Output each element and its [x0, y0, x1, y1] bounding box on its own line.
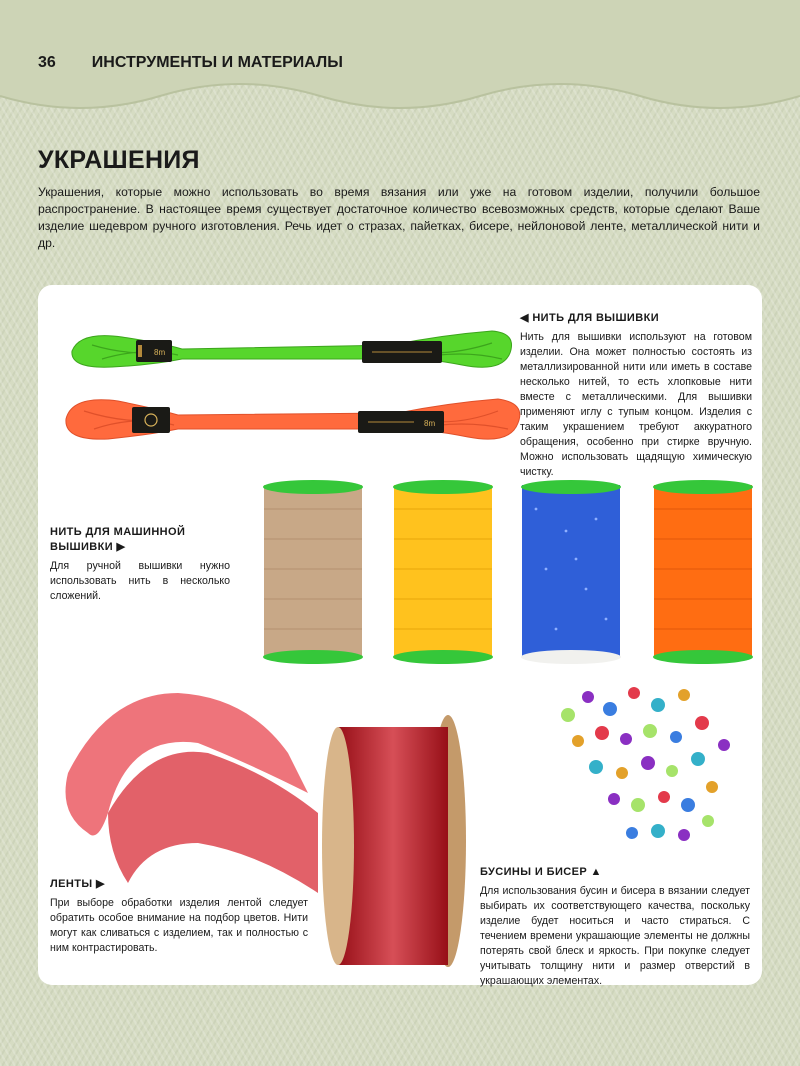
beige-thread-spool	[258, 479, 368, 665]
orange-embroidery-skein	[58, 389, 528, 453]
machine-thread-title: НИТЬ ДЛЯ МАШИННОЙ ВЫШИВКИ ▶	[50, 526, 186, 553]
green-band-label: 8m	[154, 348, 166, 357]
page-number: 36	[38, 54, 56, 71]
machine-thread-caption	[50, 525, 230, 604]
section-title: УКРАШЕНИЯ	[38, 146, 200, 174]
beads-pile	[538, 675, 748, 865]
yellow-thread-spool	[388, 479, 498, 665]
running-title: ИНСТРУМЕНТЫ И МАТЕРИАЛЫ	[91, 54, 343, 71]
beads-title: БУСИНЫ И БИСЕР ▲	[480, 866, 602, 878]
embroidery-thread-title: ◀ НИТЬ ДЛЯ ВЫШИВКИ	[520, 312, 660, 324]
machine-thread-text: Для ручной вышивки нужно использовать нить в несколько сложений.	[50, 560, 230, 602]
beads-caption	[480, 865, 750, 989]
orange-band-label: 8m	[424, 419, 436, 428]
green-embroidery-skein	[62, 323, 522, 379]
ribbons-caption	[50, 877, 308, 956]
ribbons-text: При выборе обработки изделия лентой следует обратить особое внимание на подбор цветов. Нити могут как сливаться с изделием, так и полностью с ним контрастировать.	[50, 897, 308, 954]
ribbons-title: ЛЕНТЫ ▶	[50, 878, 105, 890]
intro-paragraph: Украшения, которые можно использовать во время вязания или уже на готовом изделии, получили большое распространение. В настоящее время существует достаточное количество всевозможных средств, которые сделают Ваше изделие шедевром ручного изготовления. Речь идет о стразах, пайетках, бисере, нейлоновой ленте, металлической нити и др.	[38, 185, 760, 250]
running-header	[38, 54, 343, 72]
orange-thread-spool	[648, 479, 758, 665]
beads-text: Для использования бусин и бисера в вязании следует выбирать их соответствующего качества, поскольку изделие будет носиться и часто стираться. С течением времени украшающие элементы не должны потерять свой блеск и яркость. При покупке следует учитывать толщину нити и размер отверстий в украшающих элементах.	[480, 885, 750, 987]
content-panel	[38, 285, 762, 985]
embroidery-thread-text: Нить для вышивки используют на готовом изделии. Она может полностью состоять из металлизированной нити или иметь в составе несколько нитей, то есть хлопковые нити вместе с металлическими. Для вышивки применяют иглу с тупым концом. Изделия с таким украшением требуют аккуратного обращения, особенно при стирке вручную. Можно использовать щадящую химическую чистку.	[520, 331, 752, 478]
embroidery-thread-caption	[520, 311, 752, 480]
blue-metallic-thread-spool	[516, 479, 626, 665]
